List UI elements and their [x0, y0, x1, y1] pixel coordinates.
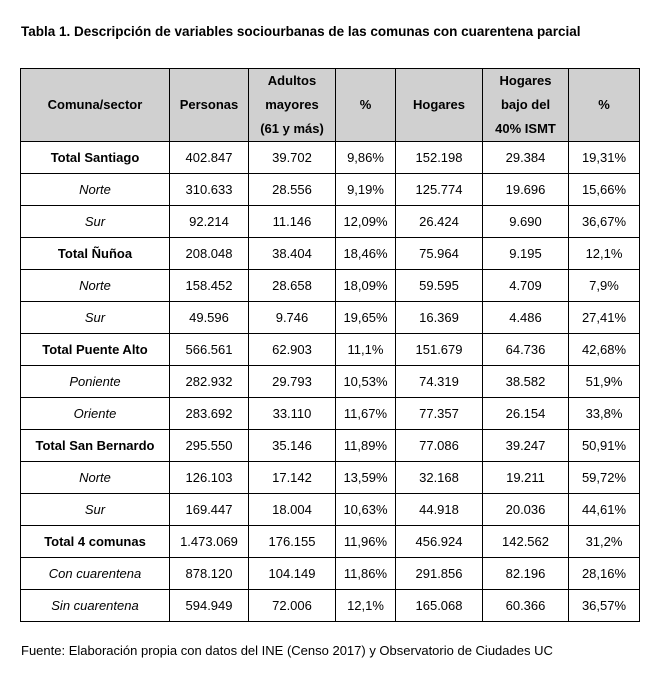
value-cell: 142.562: [483, 526, 569, 558]
table-row-sector: [21, 590, 640, 622]
value-cell: 19,65%: [336, 302, 396, 334]
table-row-total: [21, 142, 640, 174]
table-row-sector: [21, 270, 640, 302]
value-cell: 26.154: [483, 398, 569, 430]
value-cell: 9,86%: [336, 142, 396, 174]
value-cell: 9.746: [249, 302, 336, 334]
header-adultos-mayores: [249, 69, 336, 142]
total-label-cell: Total Puente Alto: [21, 334, 170, 366]
value-cell: 12,09%: [336, 206, 396, 238]
value-cell: 11,89%: [336, 430, 396, 462]
value-cell: 125.774: [396, 174, 483, 206]
header-text-line: Hogares: [412, 97, 466, 112]
header-text-line: Personas: [179, 97, 239, 112]
sector-label-cell: Norte: [21, 270, 170, 302]
sector-label-cell: Norte: [21, 174, 170, 206]
table-row-sector: [21, 302, 640, 334]
value-cell: 169.447: [170, 494, 249, 526]
sector-label-cell: Poniente: [21, 366, 170, 398]
value-cell: 10,63%: [336, 494, 396, 526]
value-cell: 594.949: [170, 590, 249, 622]
value-cell: 9.195: [483, 238, 569, 270]
value-cell: 35.146: [249, 430, 336, 462]
value-cell: 29.793: [249, 366, 336, 398]
header-percent-hogares: [569, 69, 640, 142]
value-cell: 31,2%: [569, 526, 640, 558]
sector-label-cell: Sur: [21, 494, 170, 526]
header-hogares: [396, 69, 483, 142]
value-cell: 51,9%: [569, 366, 640, 398]
value-cell: 165.068: [396, 590, 483, 622]
value-cell: 33,8%: [569, 398, 640, 430]
value-cell: 4.486: [483, 302, 569, 334]
value-cell: 18.004: [249, 494, 336, 526]
value-cell: 402.847: [170, 142, 249, 174]
value-cell: 44.918: [396, 494, 483, 526]
table-row-sector: [21, 462, 640, 494]
value-cell: 19,31%: [569, 142, 640, 174]
value-cell: 18,09%: [336, 270, 396, 302]
value-cell: 92.214: [170, 206, 249, 238]
table-row-sector: [21, 206, 640, 238]
value-cell: 44,61%: [569, 494, 640, 526]
value-cell: 282.932: [170, 366, 249, 398]
header-comuna-sector: [21, 69, 170, 142]
value-cell: 60.366: [483, 590, 569, 622]
value-cell: 283.692: [170, 398, 249, 430]
table-row-sector: [21, 558, 640, 590]
value-cell: 33.110: [249, 398, 336, 430]
value-cell: 878.120: [170, 558, 249, 590]
value-cell: 9,19%: [336, 174, 396, 206]
header-text-line: mayores: [265, 97, 319, 112]
value-cell: 32.168: [396, 462, 483, 494]
value-cell: 456.924: [396, 526, 483, 558]
table-title: Tabla 1. Descripción de variables sociourbanas de las comunas con cuarentena parcial: [21, 24, 581, 39]
table-row-total: [21, 238, 640, 270]
value-cell: 11,1%: [336, 334, 396, 366]
value-cell: 82.196: [483, 558, 569, 590]
value-cell: 64.736: [483, 334, 569, 366]
sector-label-cell: Norte: [21, 462, 170, 494]
sector-label-cell: Sur: [21, 302, 170, 334]
value-cell: 75.964: [396, 238, 483, 270]
value-cell: 9.690: [483, 206, 569, 238]
value-cell: 295.550: [170, 430, 249, 462]
value-cell: 11,67%: [336, 398, 396, 430]
value-cell: 77.086: [396, 430, 483, 462]
value-cell: 15,66%: [569, 174, 640, 206]
value-cell: 28.556: [249, 174, 336, 206]
value-cell: 1.473.069: [170, 526, 249, 558]
sector-label-cell: Sur: [21, 206, 170, 238]
header-text-line: %: [359, 97, 372, 112]
table-row-total: [21, 430, 640, 462]
header-percent-adultos: [336, 69, 396, 142]
header-text-line: Adultos: [267, 73, 317, 88]
header-text-line: Hogares: [499, 73, 552, 88]
value-cell: 39.247: [483, 430, 569, 462]
source-note: Fuente: Elaboración propia con datos del INE (Censo 2017) y Observatorio de Ciudades UC: [21, 643, 553, 658]
table-row-sector: [21, 494, 640, 526]
header-row: [21, 69, 640, 142]
value-cell: 104.149: [249, 558, 336, 590]
header-text-line: bajo del: [500, 97, 551, 112]
value-cell: 49.596: [170, 302, 249, 334]
header-hogares-ismt: [483, 69, 569, 142]
value-cell: 16.369: [396, 302, 483, 334]
value-cell: 26.424: [396, 206, 483, 238]
table-row-sector: [21, 366, 640, 398]
value-cell: 12,1%: [336, 590, 396, 622]
value-cell: 158.452: [170, 270, 249, 302]
header-personas: [170, 69, 249, 142]
value-cell: 208.048: [170, 238, 249, 270]
value-cell: 12,1%: [569, 238, 640, 270]
value-cell: 36,57%: [569, 590, 640, 622]
value-cell: 291.856: [396, 558, 483, 590]
total-label-cell: Total Santiago: [21, 142, 170, 174]
table-row-sector: [21, 398, 640, 430]
value-cell: 27,41%: [569, 302, 640, 334]
header-text-line: (61 y más): [260, 121, 324, 136]
table-row-total: [21, 334, 640, 366]
value-cell: 19.211: [483, 462, 569, 494]
value-cell: 10,53%: [336, 366, 396, 398]
header-text-line: Comuna/sector: [47, 97, 143, 112]
value-cell: 11,96%: [336, 526, 396, 558]
value-cell: 11.146: [249, 206, 336, 238]
header-text-line: %: [598, 97, 610, 112]
table-row-sector: [21, 174, 640, 206]
value-cell: 36,67%: [569, 206, 640, 238]
total-label-cell: Total Ñuñoa: [21, 238, 170, 270]
value-cell: 566.561: [170, 334, 249, 366]
value-cell: 152.198: [396, 142, 483, 174]
value-cell: 42,68%: [569, 334, 640, 366]
data-table: [20, 68, 640, 622]
value-cell: 59,72%: [569, 462, 640, 494]
value-cell: 17.142: [249, 462, 336, 494]
value-cell: 72.006: [249, 590, 336, 622]
sector-label-cell: Sin cuarentena: [21, 590, 170, 622]
value-cell: 59.595: [396, 270, 483, 302]
sector-label-cell: Oriente: [21, 398, 170, 430]
value-cell: 19.696: [483, 174, 569, 206]
value-cell: 29.384: [483, 142, 569, 174]
total-label-cell: Total 4 comunas: [21, 526, 170, 558]
value-cell: 77.357: [396, 398, 483, 430]
header-text-line: 40% ISMT: [495, 121, 556, 136]
value-cell: 13,59%: [336, 462, 396, 494]
value-cell: 176.155: [249, 526, 336, 558]
value-cell: 38.404: [249, 238, 336, 270]
value-cell: 310.633: [170, 174, 249, 206]
table-row-total: [21, 526, 640, 558]
value-cell: 126.103: [170, 462, 249, 494]
table-body: [21, 142, 640, 622]
value-cell: 74.319: [396, 366, 483, 398]
value-cell: 151.679: [396, 334, 483, 366]
value-cell: 7,9%: [569, 270, 640, 302]
value-cell: 39.702: [249, 142, 336, 174]
value-cell: 4.709: [483, 270, 569, 302]
value-cell: 62.903: [249, 334, 336, 366]
value-cell: 50,91%: [569, 430, 640, 462]
value-cell: 18,46%: [336, 238, 396, 270]
value-cell: 20.036: [483, 494, 569, 526]
value-cell: 28,16%: [569, 558, 640, 590]
value-cell: 38.582: [483, 366, 569, 398]
total-label-cell: Total San Bernardo: [21, 430, 170, 462]
sector-label-cell: Con cuarentena: [21, 558, 170, 590]
value-cell: 11,86%: [336, 558, 396, 590]
value-cell: 28.658: [249, 270, 336, 302]
